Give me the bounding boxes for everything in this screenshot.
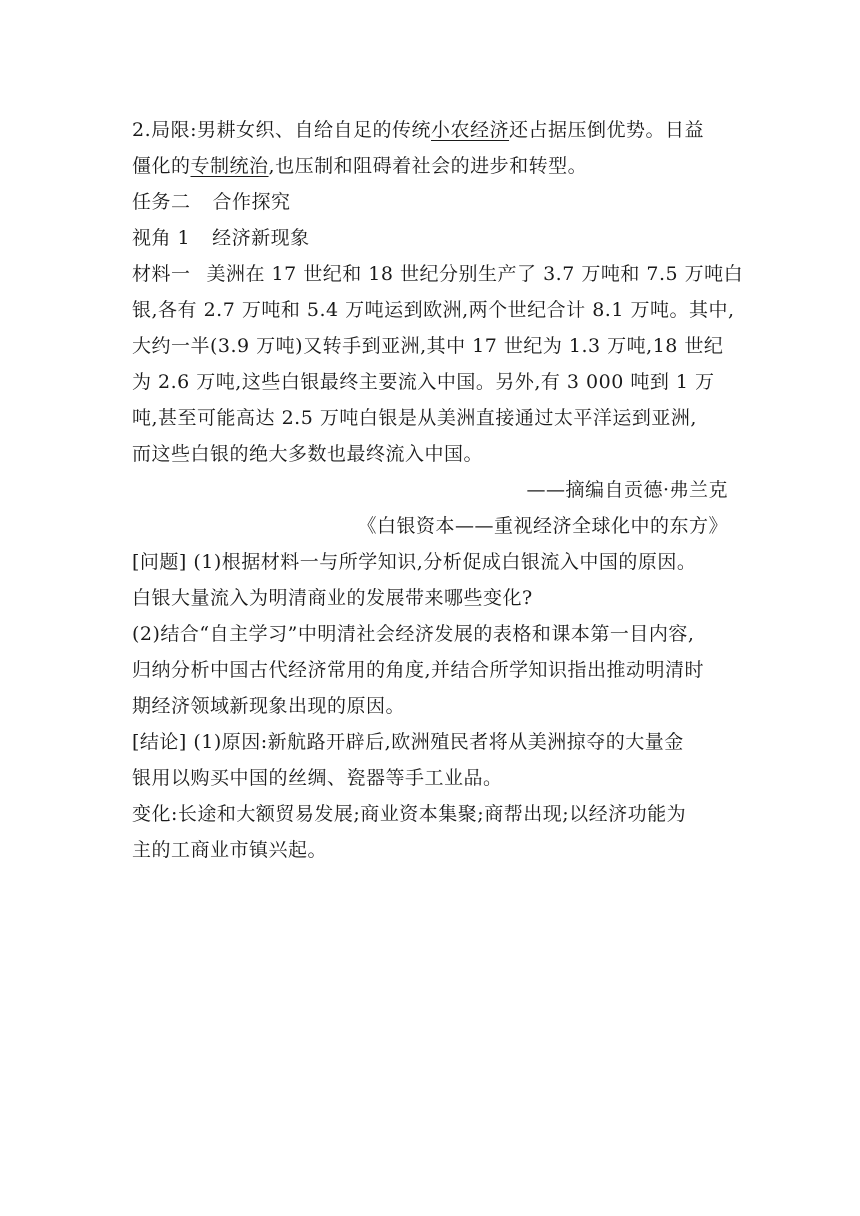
- underlined-term-small-peasant-economy: 小农经济: [431, 119, 510, 141]
- source-book: 《白银资本——重视经济全球化中的东方》: [357, 515, 728, 537]
- limitation-line-2: [132, 148, 728, 184]
- material1-line: 为 2.6 万吨,这些白银最终主要流入中国。另外,有 3 000 吨到 1 万: [132, 371, 715, 393]
- material1-line: 银,各有 2.7 万吨和 5.4 万吨运到欧洲,两个世纪合计 8.1 万吨。其中,: [132, 299, 735, 321]
- question-line: 归纳分析中国古代经济常用的角度,并结合所学知识指出推动明清时: [132, 659, 705, 681]
- material1-line: 而这些白银的绝大多数也最终流入中国。: [132, 443, 484, 465]
- task2-label: 任务二: [132, 191, 191, 213]
- limitation-text: 僵化的: [132, 155, 191, 177]
- question-line: (2)结合“自主学习”中明清社会经济发展的表格和课本第一目内容,: [132, 623, 695, 645]
- view1-heading: [132, 220, 728, 256]
- material1-text: 美洲在 17 世纪和 18 世纪分别生产了 3.7 万吨和 7.5 万吨白: [206, 263, 744, 285]
- limitation-line-1: [132, 112, 728, 148]
- conclusion-line: 银用以购买中国的丝绸、瓷器等手工业品。: [132, 767, 503, 789]
- view1-title: 经济新现象: [212, 227, 310, 249]
- underlined-term-autocratic-rule: 专制统治: [190, 155, 269, 177]
- document-page: [132, 112, 744, 868]
- task2-heading: [132, 184, 728, 220]
- material1-label: 材料一: [132, 263, 191, 285]
- source-author: ——摘编自贡德·弗兰克: [526, 479, 728, 501]
- limitation-text: 还占据压倒优势。日益: [509, 119, 705, 141]
- conclusion-line: 主的工商业市镇兴起。: [132, 839, 328, 861]
- limitation-text: ,也压制和阻碍着社会的进步和转型。: [268, 155, 588, 177]
- conclusion-line: 变化:长途和大额贸易发展;商业资本集聚;商帮出现;以经济功能为: [132, 803, 687, 825]
- view1-label: 视角 1: [132, 227, 191, 249]
- question-line: 白银大量流入为明清商业的发展带来哪些变化?: [132, 587, 533, 609]
- task2-title: 合作探究: [212, 191, 291, 213]
- limitation-text: 2.局限:男耕女织、自给自足的传统: [132, 119, 432, 141]
- question-line: 期经济领域新现象出现的原因。: [132, 695, 406, 717]
- material1-line: [132, 256, 744, 292]
- conclusion-line: [结论] (1)原因:新航路开辟后,欧洲殖民者将从美洲掠夺的大量金: [132, 731, 684, 753]
- question-line: [问题] (1)根据材料一与所学知识,分析促成白银流入中国的原因。: [132, 551, 697, 573]
- material1-line: 吨,甚至可能高达 2.5 万吨白银是从美洲直接通过太平洋运到亚洲,: [132, 407, 697, 429]
- material1-line: 大约一半(3.9 万吨)又转手到亚洲,其中 17 世纪为 1.3 万吨,18 世纪: [132, 335, 724, 357]
